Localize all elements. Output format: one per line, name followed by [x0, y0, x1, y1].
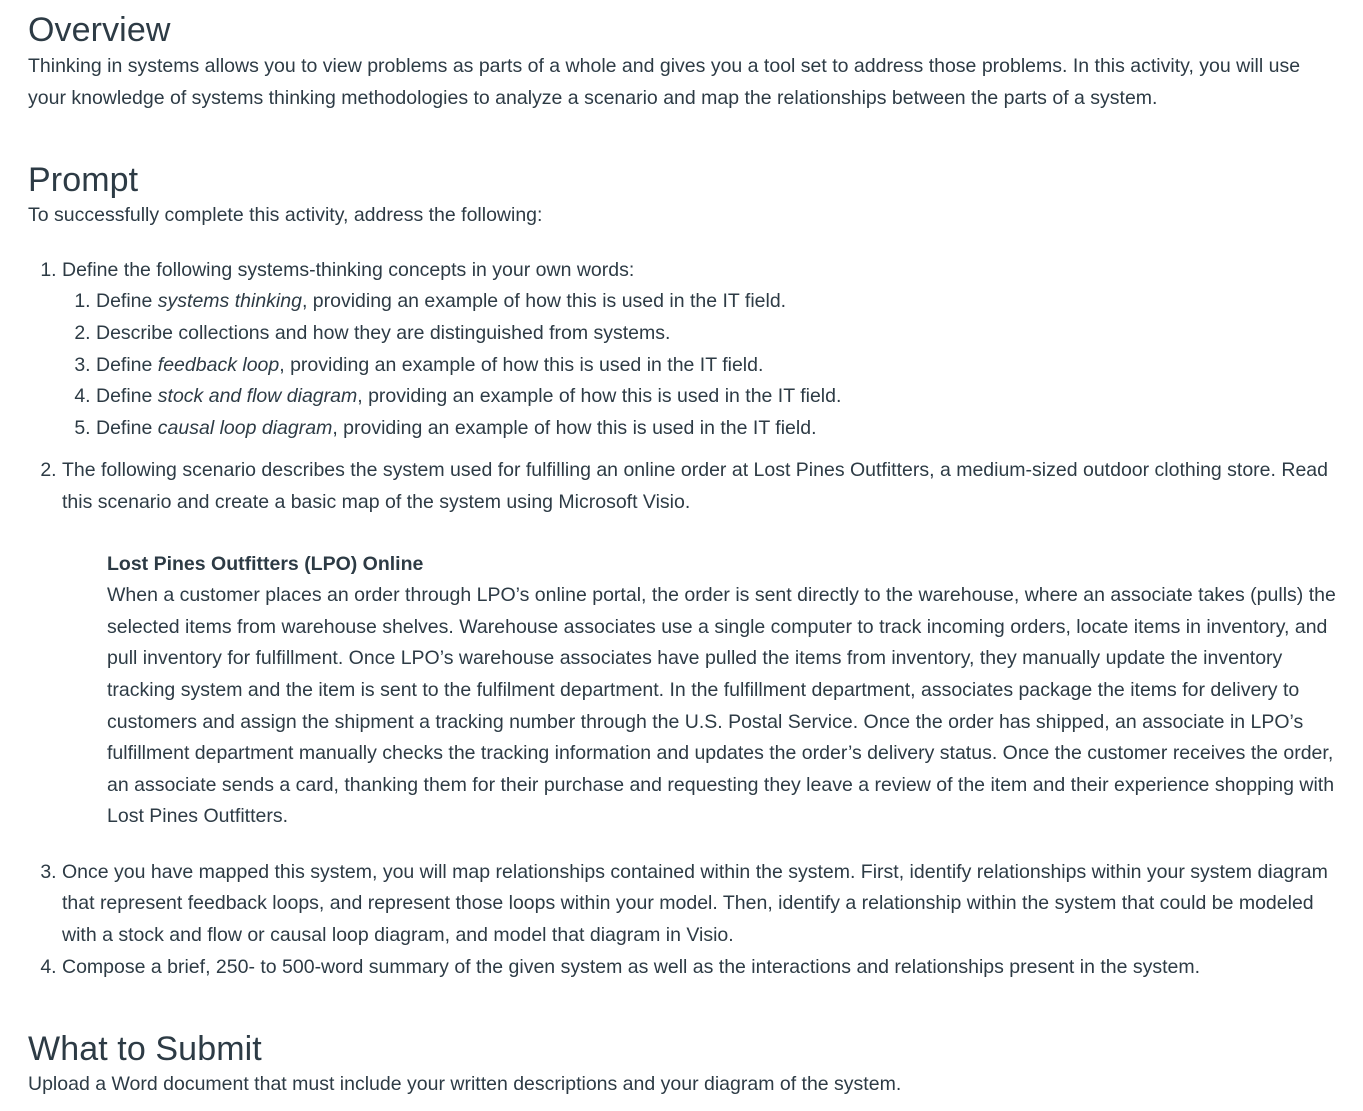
overview-section [28, 0, 1338, 114]
list-item [96, 286, 1338, 318]
sub-item-text: Define [96, 385, 158, 408]
sub-item-term: systems thinking [157, 290, 302, 313]
sub-item-text: , providing an example of how this is used in the IT field. [357, 385, 842, 408]
sub-item-text: , providing an example of how this is used in the IT field. [332, 416, 817, 439]
item-4-text: Compose a brief, 250- to 500-word summary of the given system as well as the interactions and relationships present in the system. [62, 955, 1201, 978]
overview-heading: Overview [28, 11, 171, 49]
scenario-block [107, 549, 1338, 833]
scenario-title: Lost Pines Outfitters (LPO) Online [107, 552, 424, 575]
overview-body: Thinking in systems allows you to view problems as parts of a whole and gives you a tool set to address those problems. In this activity, you will use your knowledge of systems thinking methodologies to analyze a scenario and map the relationships between the parts of a system. [28, 55, 1301, 109]
list-item [96, 381, 1338, 413]
sub-item-term: stock and flow diagram [157, 385, 358, 408]
sub-item-term: feedback loop [157, 353, 280, 376]
list-item [96, 318, 1338, 350]
scenario-body: When a customer places an order through LPO’s online portal, the order is sent directly to the warehouse, where an associate takes (pulls) the selected items from warehouse shelves. Warehouse associates use a single computer to track incoming orders, locate items in inventory, and pull inventory for fulfillment. Once LPO’s warehouse associates have pulled the items from inventory, they manually update the inventory tracking system and the item is sent to the fulfilment department. In the fulfillment department, associates package the items for delivery to customers and assign the shipment a tracking number through the U.S. Postal Service. Once the order has shipped, an associate in LPO’s fulfillment department manually checks the tracking information and updates the order’s delivery status. Once the customer receives the order, an associate sends a card, thanking them for their purchase and requesting they leave a review of the item and their experience shopping with Lost Pines Outfitters. [107, 584, 1336, 828]
submit-section [28, 1029, 1338, 1101]
concepts-sublist [62, 286, 1338, 444]
prompt-heading: Prompt [28, 161, 139, 200]
prompt-list [28, 255, 1338, 983]
item-3-text: Once you have mapped this system, you will map relationships contained within the system. First, identify relationships within your system diagram that represent feedback loops, and represent those loops within your model. Then, identify a relationship within the system that could be modeled with a stock and flow or causal loop diagram, and model that diagram in Visio. [62, 860, 1328, 947]
prompt-section [28, 160, 1338, 983]
sub-item-term: causal loop diagram [157, 416, 333, 439]
list-item [62, 952, 1338, 984]
sub-item-text: Define [96, 416, 158, 439]
list-item [62, 857, 1338, 952]
list-item [96, 350, 1338, 382]
submit-body: Upload a Word document that must include your written descriptions and your diagram of the system. [28, 1073, 902, 1096]
sub-item-text: Define [96, 290, 158, 313]
submit-heading: What to Submit [28, 1030, 262, 1069]
item-2-text: The following scenario describes the system used for fulfilling an online order at Lost Pines Outfitters, a medium-sized outdoor clothing store. Read this scenario and create a basic map of the system using Microsoft Visio. [62, 459, 1328, 513]
list-item [62, 455, 1338, 833]
item-1-text: Define the following systems-thinking concepts in your own words: [62, 258, 635, 281]
sub-item-text: , providing an example of how this is used in the IT field. [279, 353, 764, 376]
sub-item-text: , providing an example of how this is used in the IT field. [301, 290, 787, 313]
sub-item-text: Describe collections and how they are distinguished from systems. [96, 321, 671, 344]
sub-item-text: Define [96, 353, 158, 376]
list-item [62, 255, 1338, 445]
prompt-intro: To successfully complete this activity, address the following: [28, 204, 543, 227]
list-item [96, 413, 1338, 445]
